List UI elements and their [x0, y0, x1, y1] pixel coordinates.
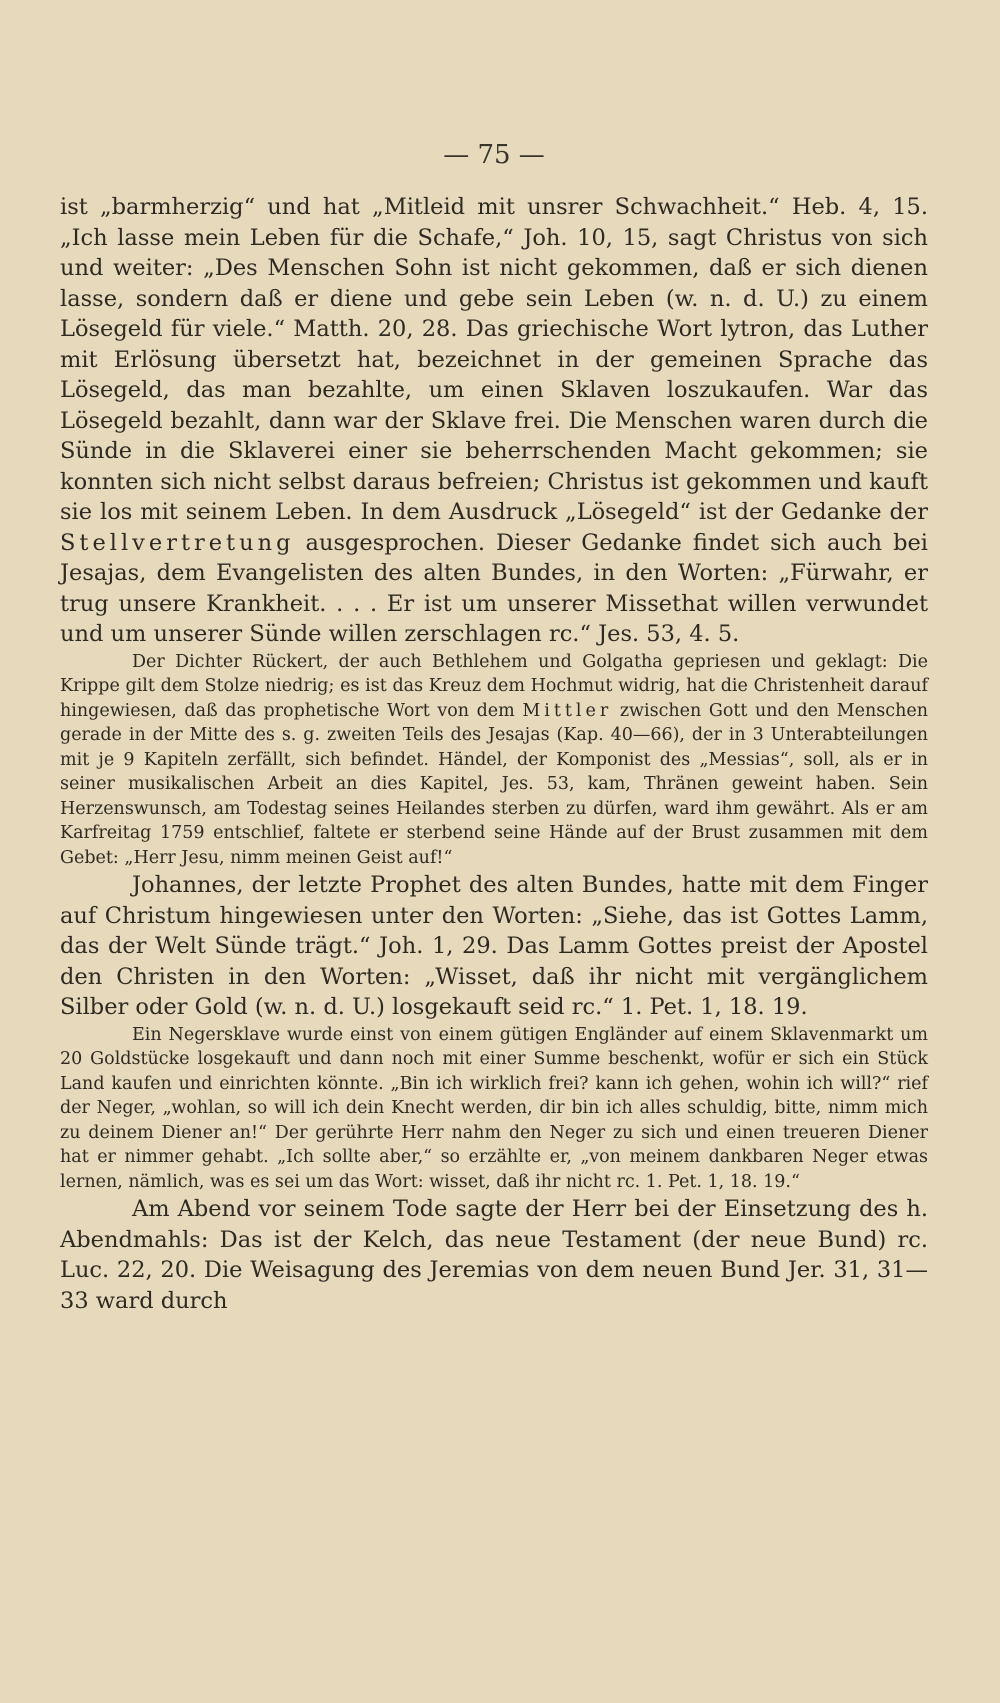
- note-freed-slave: Ein Negersklave wurde einst von einem gütigen Engländer auf einem Sklavenmarkt um 20 Goldstücke losgekauft und dann noch mit einer Summe beschenkt, wofür er sich ein Stück Land kaufen und einrichten könnte. „Bin ich wirklich frei? kann ich gehen, wohin ich will?“ rief der Neger, „wohlan, so will ich dein Knecht werden, dir bin ich alles schuldig, bitte, nimm mich zu deinem Diener an!“ Der gerührte Herr nahm den Neger zu sich und einen treueren Diener hat er nimmer gehabt. „Ich sollte aber,“ so erzählte er, „von meinem dankbaren Neger etwas lernen, nämlich, was es sei um das Wort: wisset, daß ihr nicht rc. 1. Pet. 1, 18. 19.“: [60, 1024, 928, 1192]
- paragraph-text-end: ausgesprochen. Dieser Gedanke findet sich auch bei Jesajas, dem Evangelisten des alten Bundes, in den Worten: „Fürwahr, er trug unsere Krankheit. . . . Er ist um unserer Missethat willen verwundet und um unserer Sünde willen zerschlagen rc.“ Jes. 53, 4. 5.: [60, 529, 928, 647]
- paragraph-christ-ransom: [60, 192, 928, 650]
- note-rueckert-haendel: [60, 650, 928, 871]
- spaced-term-mittler: Mittler: [522, 700, 613, 721]
- paragraph-last-supper: Am Abend vor seinem Tode sagte der Herr bei der Einsetzung des h. Abendmahls: Das ist der Kelch, das neue Testament (der neue Bund) rc. Luc. 22, 20. Die Weisagung des Jeremias von dem neuen Bund Jer. 31, 31—33 ward durch: [60, 1196, 928, 1314]
- paragraph-text: ist „barmherzig“ und hat „Mitleid mit unsrer Schwachheit.“ Heb. 4, 15. „Ich lasse mein Leben für die Schafe,“ Joh. 10, 15, sagt Christus von sich und weiter: „Des Menschen Sohn ist nicht gekommen, daß er sich dienen lasse, sondern daß er diene und gebe sein Leben (w. n. d. U.) zu einem Lösegeld für viele.“ Matth. 20, 28. Das griechische Wort lytron, das Luther mit Erlösung übersetzt hat, bezeichnet in der gemeinen Sprache das Lösegeld, das man bezahlte, um einen Sklaven loszukaufen. War das Lösegeld bezahlt, dann war der Sklave frei. Die Menschen waren durch die Sünde in die Sklaverei einer sie beherrschenden Macht gekommen; sie konnten sich nicht selbst daraus befreien; Christus ist gekommen und kauft sie los mit seinem Leben. In dem Ausdruck „Lösegeld“ ist der Gedanke der: [60, 194, 928, 525]
- note-text: Der Dichter Rückert, der auch Bethlehem und Golgatha gepriesen und geklagt: Die Krippe gilt dem Stolze niedrig; es ist das Kreuz dem Hochmut widrig, hat die Christenheit darauf hingewiesen, daß das prophetische Wort von dem: [60, 651, 928, 721]
- spaced-term-stellvertretung: Stellvertretung: [60, 529, 295, 556]
- note-text-end: zwischen Gott und den Menschen gerade in der Mitte des s. g. zweiten Teils des Jesajas (Kap. 40—66), der in 3 Unterabteilungen mit je 9 Kapiteln zerfällt, sich befindet. Händel, der Komponist des „Messias“, soll, als er in seiner musikalischen Arbeit an dies Kapitel, Jes. 53, kam, Thränen geweint haben. Sein Herzenswunsch, am Todestag seines Heilandes sterben zu dürfen, ward ihm gewährt. Als er am Karfreitag 1759 entschlief, faltete er sterbend seine Hände auf der Brust zusammen mit dem Gebet: „Herr Jesu, nimm meinen Geist auf!“: [60, 700, 928, 868]
- paragraph-lamb-of-god: Johannes, der letzte Prophet des alten Bundes, hatte mit dem Finger auf Christum hingewiesen unter den Worten: „Siehe, das ist Gottes Lamm, das der Welt Sünde trägt.“ Joh. 1, 29. Das Lamm Gottes preist der Apostel den Christen in den Worten: „Wisset, daß ihr nicht mit vergänglichem Silber oder Gold (w. n. d. U.) losgekauft seid rc.“ 1. Pet. 1, 18. 19.: [60, 872, 928, 1020]
- page-number: — 75 —: [443, 140, 545, 170]
